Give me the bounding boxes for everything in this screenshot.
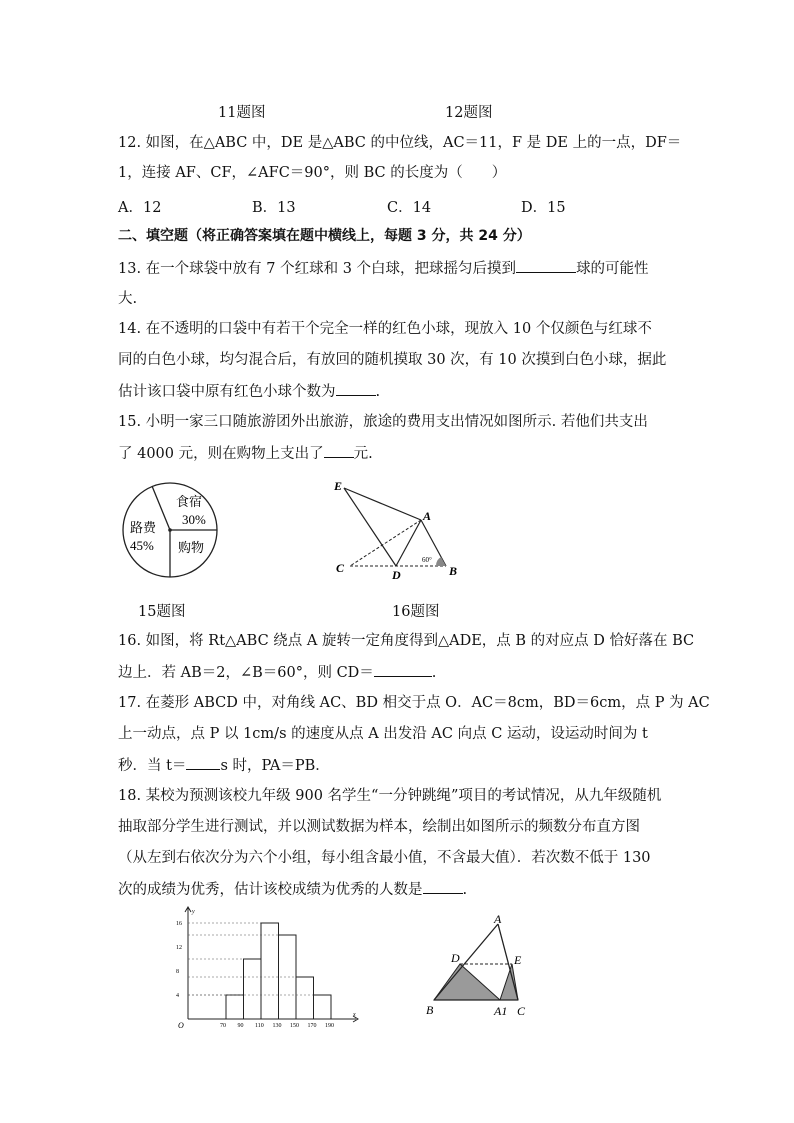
q16-line2 bbox=[118, 662, 436, 683]
q17-line2: 上一动点，点 P 以 1cm/s 的速度从点 A 出发沿 AC 向点 C 运动，设运动时间为 t bbox=[118, 726, 648, 742]
fig16-label-c: C bbox=[336, 561, 345, 575]
q16-text-a: 边上．若 AB＝2，∠B＝60°，则 CD＝ bbox=[118, 665, 374, 681]
q12-option-c: C．14 bbox=[387, 200, 432, 216]
q15-blank bbox=[324, 443, 354, 458]
y-tick-label-1: 8 bbox=[176, 969, 179, 975]
fig12-caption: 12题图 bbox=[445, 105, 493, 121]
q17-line1: 17. 在菱形 ABCD 中，对角线 AC、BD 相交于点 O．AC＝8cm，BD＝6cm，点 P 为 AC bbox=[118, 695, 710, 711]
q14-text-b: . bbox=[375, 384, 381, 400]
q18-text-a: 次的成绩为优秀，估计该校成绩为优秀的人数是 bbox=[118, 882, 423, 898]
fig16-label-a: A bbox=[423, 509, 432, 523]
histogram-bar-1 bbox=[244, 959, 262, 1019]
x-axis-label: x bbox=[353, 1012, 356, 1018]
section-heading: 二、填空题（将正确答案填在题中横线上，每题 3 分，共 24 分） bbox=[118, 228, 531, 244]
q12-option-a: A．12 bbox=[118, 200, 162, 216]
fig18-label-d: D bbox=[451, 951, 460, 965]
q18-line1: 18. 某校为预测该校九年级 900 名学生“一分钟跳绳”项目的考试情况，从九年级随机 bbox=[118, 788, 662, 804]
q18-line3: （从左到右依次分为六个小组，每小组含最小值，不含最大值）．若次数不低于 130 bbox=[118, 850, 651, 866]
fig16-label-angle: 60° bbox=[422, 556, 432, 564]
pie-label-food: 食宿 bbox=[176, 494, 203, 509]
q14-blank bbox=[336, 381, 376, 396]
histogram-bar-2 bbox=[261, 923, 279, 1019]
figure-18 bbox=[420, 912, 540, 1024]
q12-option-b: B．13 bbox=[252, 200, 296, 216]
fig18-label-b: B bbox=[426, 1003, 434, 1017]
x-tick-label-5: 170 bbox=[307, 1023, 317, 1029]
q13-line2: 大. bbox=[118, 291, 138, 307]
x-tick-label-1: 90 bbox=[237, 1023, 244, 1029]
q14-line3 bbox=[118, 381, 380, 402]
fig11-caption: 11题图 bbox=[218, 105, 266, 121]
pie-label-travel: 路费 bbox=[130, 520, 157, 535]
q13-text-a: 13. 在一个球袋中放有 7 个红球和 3 个白球，把球摇匀后摸到 bbox=[118, 261, 517, 277]
pie-center bbox=[168, 528, 172, 532]
q14-text-a: 估计该口袋中原有红色小球个数为 bbox=[118, 384, 336, 400]
q12-line1: 12. 如图，在△ABC 中，DE 是△ABC 的中位线，AC＝11，F 是 DE 上的一点，DF＝ bbox=[118, 135, 682, 151]
q13-blank bbox=[516, 258, 576, 273]
histogram-bar-0 bbox=[226, 995, 244, 1019]
histogram-chart bbox=[168, 906, 368, 1031]
fig15-caption: 15题图 bbox=[138, 604, 186, 620]
x-tick-label-6: 190 bbox=[325, 1023, 334, 1029]
fig16-label-e: E bbox=[334, 479, 343, 493]
x-tick-label-3: 130 bbox=[272, 1023, 282, 1029]
q17-line3 bbox=[118, 755, 330, 776]
figure-16 bbox=[330, 478, 465, 583]
y-axis-label: y bbox=[192, 909, 195, 915]
q15-text-b: 元. bbox=[353, 446, 373, 462]
y-tick-label-3: 16 bbox=[176, 921, 182, 927]
pie-label-shopping: 购物 bbox=[178, 540, 205, 555]
q18-text-b: . bbox=[462, 882, 468, 898]
x-tick-label-0: 70 bbox=[220, 1023, 226, 1029]
x-tick-label-2: 110 bbox=[255, 1023, 264, 1029]
q15-line1: 15. 小明一家三口随旅游团外出旅游，旅途的费用支出情况如图所示. 若他们共支出 bbox=[118, 414, 648, 430]
fig16-caption: 16题图 bbox=[392, 604, 440, 620]
q13-text-b: 球的可能性 bbox=[576, 261, 649, 277]
q12-option-d: D．15 bbox=[521, 200, 566, 216]
fig16-label-d: D bbox=[392, 568, 401, 582]
fig18-label-c: C bbox=[517, 1004, 526, 1018]
histogram-bar-5 bbox=[314, 995, 332, 1019]
q14-line2: 同的白色小球，均匀混合后，有放回的随机摸取 30 次，有 10 次摸到白色小球，据此 bbox=[118, 352, 667, 368]
pie-chart-figure bbox=[118, 480, 228, 580]
y-tick-label-0: 4 bbox=[176, 993, 179, 999]
pie-label-food-pct: 30% bbox=[182, 512, 206, 527]
q17-blank bbox=[186, 755, 220, 770]
q17-text-b: s 时，PA＝PB． bbox=[220, 758, 330, 774]
q16-text-b: . bbox=[431, 665, 437, 681]
q18-line4 bbox=[118, 879, 467, 900]
q13-line1 bbox=[118, 258, 649, 279]
origin-label: O bbox=[178, 1021, 184, 1030]
fig18-label-a1: A1 bbox=[494, 1004, 508, 1018]
q14-line1: 14. 在不透明的口袋中有若干个完全一样的红色小球，现放入 10 个仅颜色与红球不 bbox=[118, 321, 652, 337]
x-tick-label-4: 150 bbox=[290, 1023, 299, 1029]
pie-label-travel-pct: 45% bbox=[130, 538, 154, 553]
y-tick-label-2: 12 bbox=[176, 945, 182, 951]
q16-blank bbox=[374, 662, 432, 677]
fig18-label-e: E bbox=[514, 953, 522, 967]
q18-line2: 抽取部分学生进行测试，并以测试数据为样本，绘制出如图所示的频数分布直方图 bbox=[118, 819, 640, 835]
histogram-bar-4 bbox=[296, 977, 314, 1019]
fig18-label-a: A bbox=[494, 912, 502, 926]
q15-line2 bbox=[118, 443, 373, 464]
fig16-label-b: B bbox=[449, 564, 458, 578]
q18-blank bbox=[423, 879, 463, 894]
q17-text-a: 秒．当 t＝ bbox=[118, 758, 187, 774]
q15-text-a: 了 4000 元，则在购物上支出了 bbox=[118, 446, 324, 462]
q16-line1: 16. 如图，将 Rt△ABC 绕点 A 旋转一定角度得到△ADE，点 B 的对应点 D 恰好落在 BC bbox=[118, 633, 695, 649]
q12-line2: 1，连接 AF、CF，∠AFC＝90°，则 BC 的长度为（ ） bbox=[118, 165, 507, 181]
